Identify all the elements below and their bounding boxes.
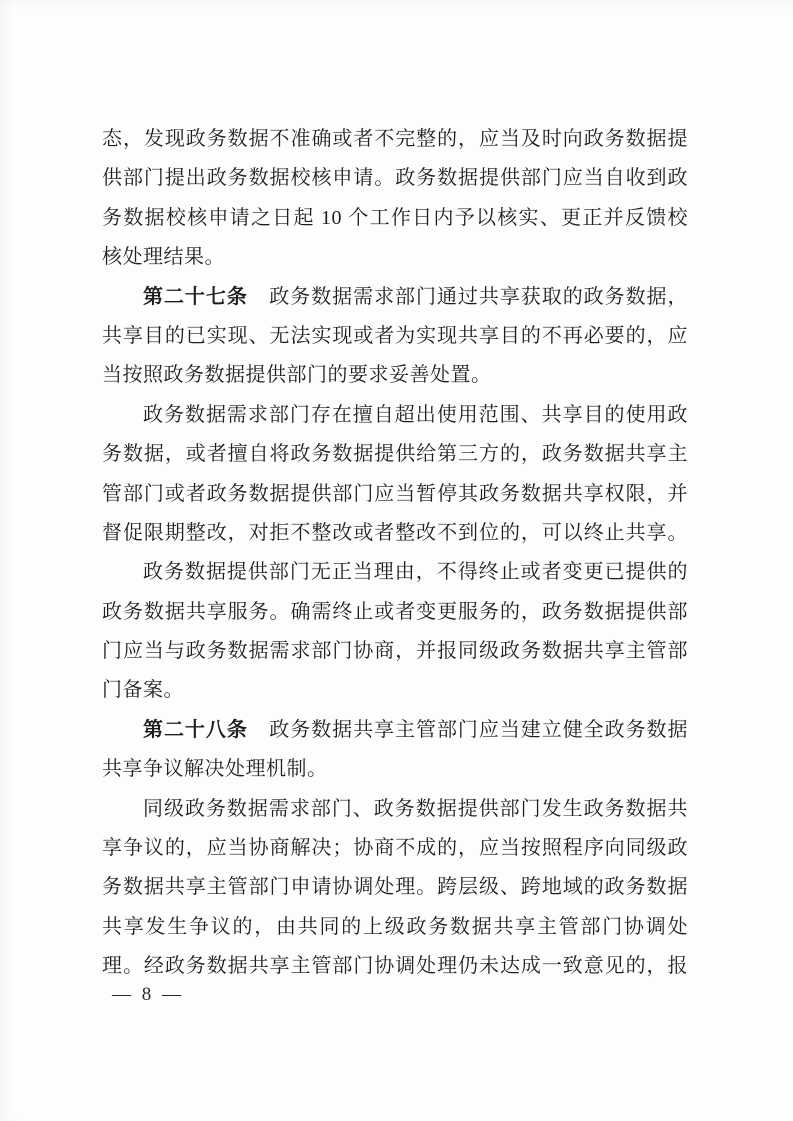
body-line: 理。经政务数据共享主管部门协调处理仍未达成一致意见的，报 [102, 955, 688, 978]
page-footer [112, 981, 184, 1009]
paragraph [102, 278, 688, 396]
body-line: 务数据校核申请之日起 10 个工作日内予以核实、更正并反馈校 [102, 206, 688, 229]
article-heading-line [102, 711, 688, 750]
body-line: 务数据共享主管部门申请协调处理。跨层级、跨地域的政务数据 [102, 876, 688, 899]
paragraph [102, 553, 688, 711]
body-line: 政务数据共享服务。确需终止或者变更服务的，政务数据提供部 [102, 600, 688, 623]
body-line: 共享发生争议的，由共同的上级政务数据共享主管部门协调处 [102, 915, 688, 938]
body-line: 门备案。 [102, 679, 184, 702]
document-body [102, 120, 688, 987]
body-line: 共享争议解决处理机制。 [102, 758, 328, 781]
paragraph [102, 120, 688, 278]
body-line: 门应当与政务数据需求部门协商，并报同级政务数据共享主管部 [102, 640, 688, 663]
paragraph [102, 790, 688, 987]
body-line: 享争议的，应当协商解决；协商不成的，应当按照程序向同级政 [102, 837, 688, 860]
body-line: 态，发现政务数据不准确或者不完整的，应当及时向政务数据提 [102, 128, 688, 150]
body-line: 共享目的已实现、无法实现或者为实现共享目的不再必要的，应 [102, 324, 688, 347]
body-line: 当按照政务数据提供部门的要求妥善处置。 [102, 364, 492, 387]
paragraph [102, 711, 688, 790]
body-line: 同级政务数据需求部门、政务数据提供部门发生政务数据共 [143, 797, 688, 820]
page-number: — 8 — [112, 984, 184, 1005]
paragraph [102, 396, 688, 554]
article-number: 第二十八条 [143, 718, 248, 741]
article-number: 第二十七条 [143, 285, 248, 308]
body-line: 政务数据提供部门无正当理由，不得终止或者变更已提供的 [143, 561, 688, 584]
body-line: 务数据，或者擅自将政务数据提供给第三方的，政务数据共享主 [102, 443, 688, 466]
body-line: 管部门或者政务数据提供部门应当暂停其政务数据共享权限，并 [102, 482, 688, 505]
body-line: 供部门提出政务数据校核申请。政务数据提供部门应当自收到政 [102, 167, 688, 190]
article-lead-text: 政务数据共享主管部门应当建立健全政务数据 [268, 718, 689, 741]
body-line: 政务数据需求部门存在擅自超出使用范围、共享目的使用政 [143, 403, 688, 426]
article-heading-line [102, 278, 688, 317]
body-line: 督促限期整改，对拒不整改或者整改不到位的，可以终止共享。 [102, 521, 688, 544]
article-lead-text: 政务数据需求部门通过共享获取的政务数据， [268, 285, 689, 308]
body-line: 核处理结果。 [102, 246, 225, 269]
